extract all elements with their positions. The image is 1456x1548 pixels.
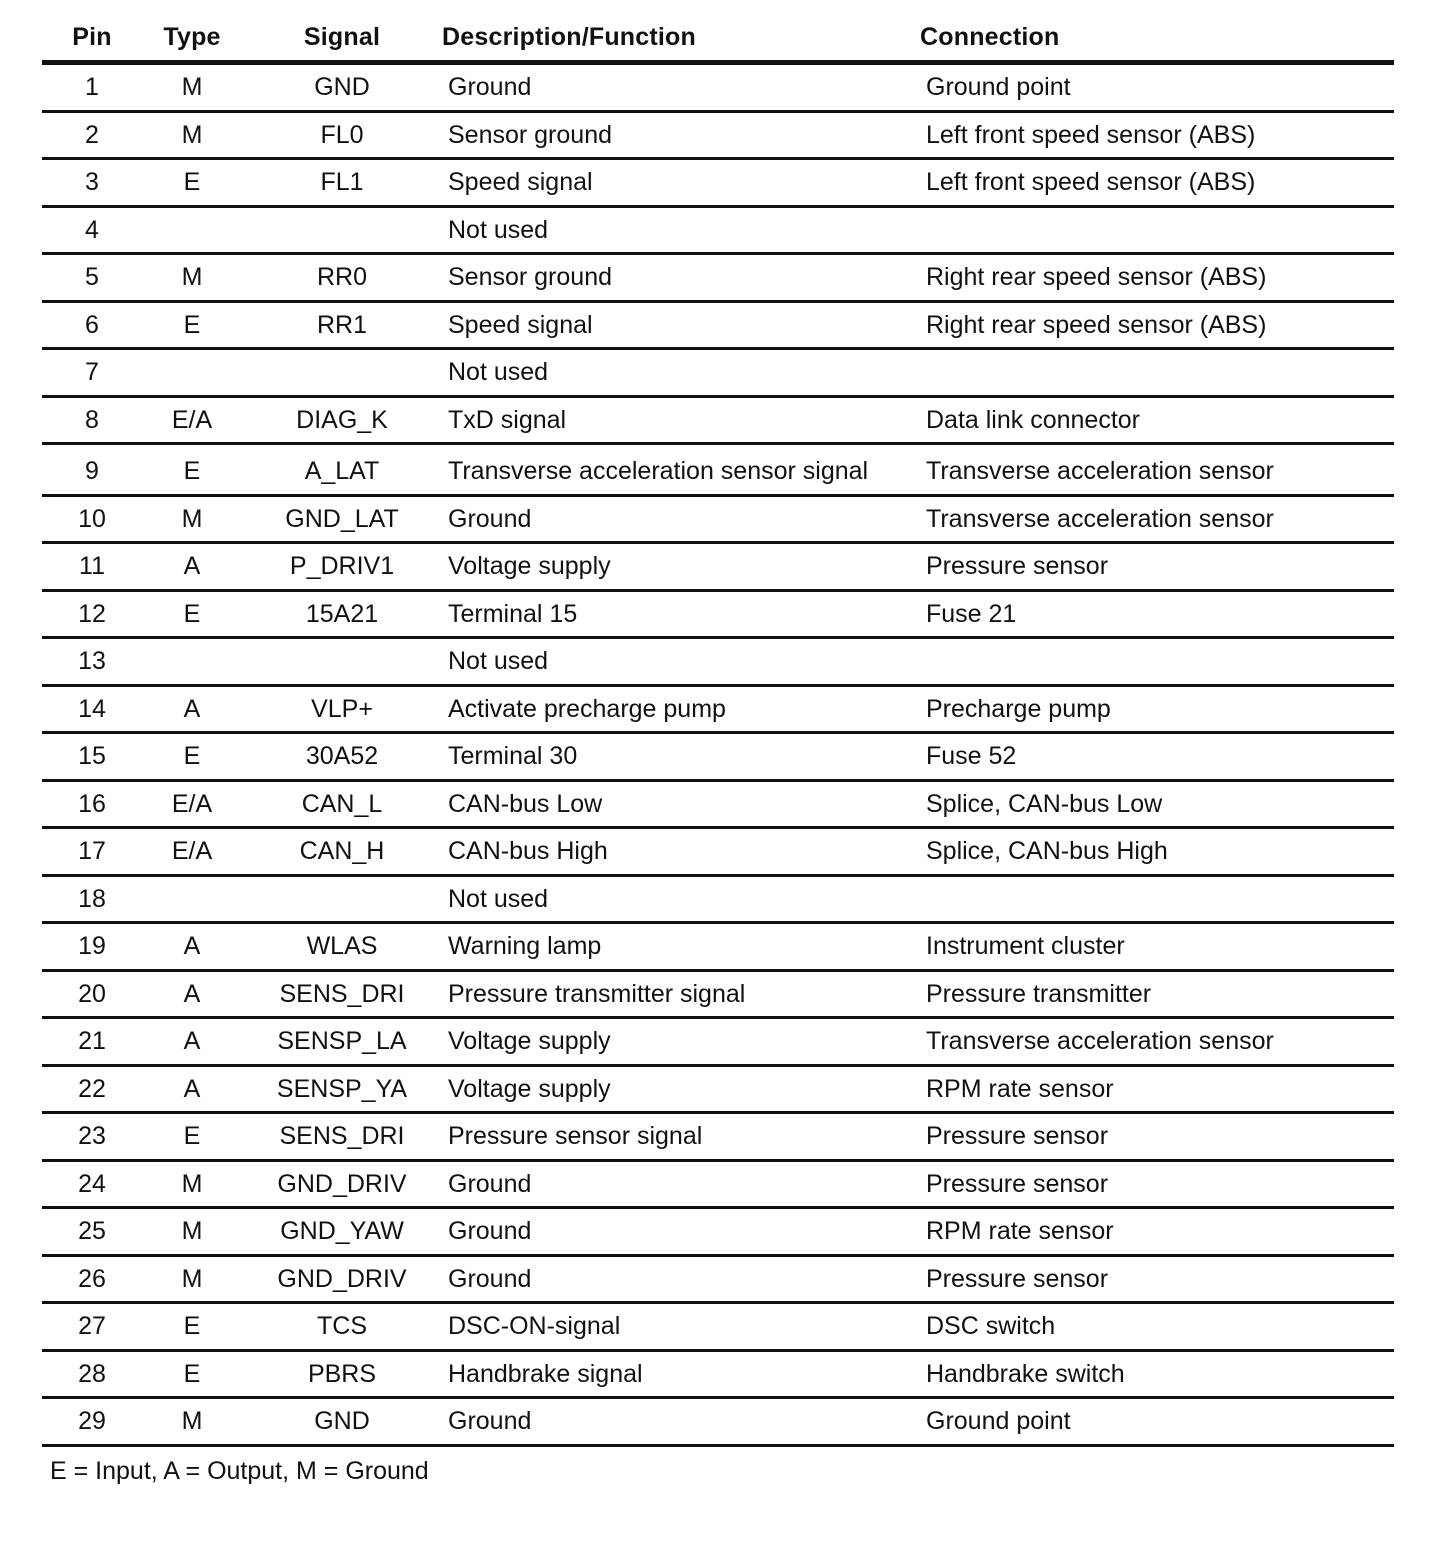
pin-cell: 24 <box>42 1160 142 1208</box>
description-cell: Not used <box>442 638 920 686</box>
description-cell: Activate precharge pump <box>442 685 920 733</box>
connection-cell <box>920 638 1394 686</box>
description-cell: Ground <box>442 495 920 543</box>
pin-cell: 4 <box>42 206 142 254</box>
description-cell: Sensor ground <box>442 254 920 302</box>
connection-cell: Ground point <box>920 1398 1394 1446</box>
pin-cell: 21 <box>42 1018 142 1066</box>
table-row <box>42 254 1394 302</box>
pin-cell: 15 <box>42 733 142 781</box>
table-row <box>42 1303 1394 1351</box>
description-cell: Voltage supply <box>442 1065 920 1113</box>
type-cell: M <box>142 495 242 543</box>
signal-cell: TCS <box>242 1303 442 1351</box>
description-cell: Warning lamp <box>442 923 920 971</box>
signal-cell: 15A21 <box>242 590 442 638</box>
description-cell: Terminal 15 <box>442 590 920 638</box>
description-cell: Ground <box>442 1208 920 1256</box>
pin-cell: 28 <box>42 1350 142 1398</box>
type-cell: E <box>142 733 242 781</box>
connection-cell: Handbrake switch <box>920 1350 1394 1398</box>
pin-cell: 29 <box>42 1398 142 1446</box>
type-cell: M <box>142 254 242 302</box>
signal-cell: 30A52 <box>242 733 442 781</box>
connection-cell <box>920 206 1394 254</box>
description-cell: Speed signal <box>442 159 920 207</box>
table-row <box>42 206 1394 254</box>
type-cell: E <box>142 1113 242 1161</box>
connection-cell: Splice, CAN-bus Low <box>920 780 1394 828</box>
table-row <box>42 1208 1394 1256</box>
connection-cell: Data link connector <box>920 396 1394 444</box>
type-cell: M <box>142 1398 242 1446</box>
type-cell: E <box>142 301 242 349</box>
description-cell: Pressure sensor signal <box>442 1113 920 1161</box>
table-row <box>42 111 1394 159</box>
connection-cell: Pressure sensor <box>920 543 1394 591</box>
table-row <box>42 396 1394 444</box>
pin-cell: 11 <box>42 543 142 591</box>
column-header-pin: Pin <box>42 14 142 63</box>
connection-cell <box>920 349 1394 397</box>
signal-cell: FL0 <box>242 111 442 159</box>
signal-cell <box>242 875 442 923</box>
signal-cell: GND_DRIV <box>242 1255 442 1303</box>
table-row <box>42 1065 1394 1113</box>
connection-cell <box>920 875 1394 923</box>
type-cell: M <box>142 1255 242 1303</box>
connection-cell: Right rear speed sensor (ABS) <box>920 301 1394 349</box>
description-cell: Sensor ground <box>442 111 920 159</box>
signal-cell: CAN_H <box>242 828 442 876</box>
connection-cell: Transverse acceleration sensor <box>920 1018 1394 1066</box>
description-cell: Not used <box>442 206 920 254</box>
signal-cell: GND <box>242 63 442 112</box>
description-cell: TxD signal <box>442 396 920 444</box>
type-cell: M <box>142 111 242 159</box>
pin-cell: 19 <box>42 923 142 971</box>
pin-cell: 2 <box>42 111 142 159</box>
description-cell: DSC-ON-signal <box>442 1303 920 1351</box>
table-row <box>42 733 1394 781</box>
type-cell: E <box>142 1303 242 1351</box>
connection-cell: Transverse acceleration sensor <box>920 495 1394 543</box>
table-row <box>42 875 1394 923</box>
signal-cell: WLAS <box>242 923 442 971</box>
table-row <box>42 828 1394 876</box>
table-row <box>42 970 1394 1018</box>
description-cell: Ground <box>442 1255 920 1303</box>
signal-cell: GND_YAW <box>242 1208 442 1256</box>
table-row <box>42 685 1394 733</box>
table-row <box>42 1350 1394 1398</box>
connection-cell: DSC switch <box>920 1303 1394 1351</box>
table-row <box>42 638 1394 686</box>
type-cell: E <box>142 1350 242 1398</box>
connection-cell: RPM rate sensor <box>920 1065 1394 1113</box>
type-cell: A <box>142 970 242 1018</box>
table-row <box>42 543 1394 591</box>
description-cell: Terminal 30 <box>442 733 920 781</box>
type-cell: A <box>142 543 242 591</box>
column-header-connection: Connection <box>920 14 1394 63</box>
connection-cell: Transverse acceleration sensor <box>920 444 1394 496</box>
connection-cell: Pressure transmitter <box>920 970 1394 1018</box>
description-cell: Ground <box>442 63 920 112</box>
column-header-signal: Signal <box>242 14 442 63</box>
connection-cell: Instrument cluster <box>920 923 1394 971</box>
pin-cell: 25 <box>42 1208 142 1256</box>
connection-cell: Splice, CAN-bus High <box>920 828 1394 876</box>
signal-cell: P_DRIV1 <box>242 543 442 591</box>
signal-cell: A_LAT <box>242 444 442 496</box>
pin-cell: 13 <box>42 638 142 686</box>
description-cell: Ground <box>442 1160 920 1208</box>
description-cell: Transverse acceleration sensor signal <box>442 444 920 496</box>
type-cell <box>142 638 242 686</box>
connection-cell: Left front speed sensor (ABS) <box>920 159 1394 207</box>
table-row <box>42 780 1394 828</box>
signal-cell: SENS_DRI <box>242 970 442 1018</box>
connection-cell: Right rear speed sensor (ABS) <box>920 254 1394 302</box>
type-cell: A <box>142 1065 242 1113</box>
pin-cell: 5 <box>42 254 142 302</box>
type-cell <box>142 206 242 254</box>
type-cell: M <box>142 1208 242 1256</box>
type-legend: E = Input, A = Output, M = Ground <box>50 1456 429 1485</box>
description-cell: Voltage supply <box>442 1018 920 1066</box>
column-header-type: Type <box>142 14 242 63</box>
pin-assignment-sheet <box>42 14 1394 1486</box>
signal-cell: CAN_L <box>242 780 442 828</box>
type-cell: A <box>142 923 242 971</box>
type-cell: E/A <box>142 396 242 444</box>
signal-cell <box>242 206 442 254</box>
pin-assignment-table <box>42 14 1394 1447</box>
signal-cell: GND_DRIV <box>242 1160 442 1208</box>
table-body <box>42 63 1394 1446</box>
table-row <box>42 923 1394 971</box>
type-cell: E/A <box>142 780 242 828</box>
pin-cell: 27 <box>42 1303 142 1351</box>
signal-cell <box>242 349 442 397</box>
description-cell: Ground <box>442 1398 920 1446</box>
connection-cell: Pressure sensor <box>920 1160 1394 1208</box>
type-cell: E <box>142 159 242 207</box>
pin-cell: 14 <box>42 685 142 733</box>
description-cell: Voltage supply <box>442 543 920 591</box>
pin-cell: 7 <box>42 349 142 397</box>
signal-cell: VLP+ <box>242 685 442 733</box>
signal-cell: SENS_DRI <box>242 1113 442 1161</box>
signal-cell: PBRS <box>242 1350 442 1398</box>
connection-cell: RPM rate sensor <box>920 1208 1394 1256</box>
description-cell: CAN-bus High <box>442 828 920 876</box>
connection-cell: Fuse 21 <box>920 590 1394 638</box>
connection-cell: Precharge pump <box>920 685 1394 733</box>
signal-cell: GND_LAT <box>242 495 442 543</box>
connection-cell: Pressure sensor <box>920 1255 1394 1303</box>
type-cell: M <box>142 1160 242 1208</box>
pin-cell: 18 <box>42 875 142 923</box>
signal-cell: GND <box>242 1398 442 1446</box>
pin-cell: 20 <box>42 970 142 1018</box>
signal-cell: DIAG_K <box>242 396 442 444</box>
pin-cell: 3 <box>42 159 142 207</box>
type-cell: M <box>142 63 242 112</box>
description-cell: Speed signal <box>442 301 920 349</box>
table-row <box>42 590 1394 638</box>
type-cell: E/A <box>142 828 242 876</box>
signal-cell: FL1 <box>242 159 442 207</box>
table-row <box>42 1113 1394 1161</box>
pin-cell: 12 <box>42 590 142 638</box>
description-cell: Not used <box>442 875 920 923</box>
pin-cell: 26 <box>42 1255 142 1303</box>
pin-cell: 1 <box>42 63 142 112</box>
description-cell: Pressure transmitter signal <box>442 970 920 1018</box>
pin-cell: 23 <box>42 1113 142 1161</box>
table-row <box>42 159 1394 207</box>
description-cell: Handbrake signal <box>442 1350 920 1398</box>
table-row <box>42 301 1394 349</box>
pin-cell: 16 <box>42 780 142 828</box>
pin-cell: 8 <box>42 396 142 444</box>
connection-cell: Fuse 52 <box>920 733 1394 781</box>
type-cell: E <box>142 590 242 638</box>
table-row <box>42 495 1394 543</box>
pin-cell: 10 <box>42 495 142 543</box>
pin-cell: 9 <box>42 444 142 496</box>
description-cell: Not used <box>442 349 920 397</box>
table-row <box>42 1255 1394 1303</box>
connection-cell: Ground point <box>920 63 1394 112</box>
table-row <box>42 63 1394 112</box>
table-row <box>42 1018 1394 1066</box>
table-row <box>42 1160 1394 1208</box>
description-cell: CAN-bus Low <box>442 780 920 828</box>
type-cell <box>142 875 242 923</box>
signal-cell: SENSP_YA <box>242 1065 442 1113</box>
pin-cell: 22 <box>42 1065 142 1113</box>
connection-cell: Left front speed sensor (ABS) <box>920 111 1394 159</box>
pin-cell: 6 <box>42 301 142 349</box>
connection-cell: Pressure sensor <box>920 1113 1394 1161</box>
column-header-description: Description/Function <box>442 14 920 63</box>
signal-cell: SENSP_LA <box>242 1018 442 1066</box>
signal-cell <box>242 638 442 686</box>
signal-cell: RR1 <box>242 301 442 349</box>
pin-cell: 17 <box>42 828 142 876</box>
signal-cell: RR0 <box>242 254 442 302</box>
table-header-row <box>42 14 1394 63</box>
type-cell: A <box>142 685 242 733</box>
type-cell: A <box>142 1018 242 1066</box>
table-row <box>42 1398 1394 1446</box>
type-cell: E <box>142 444 242 496</box>
table-row <box>42 349 1394 397</box>
type-cell <box>142 349 242 397</box>
table-row <box>42 444 1394 496</box>
